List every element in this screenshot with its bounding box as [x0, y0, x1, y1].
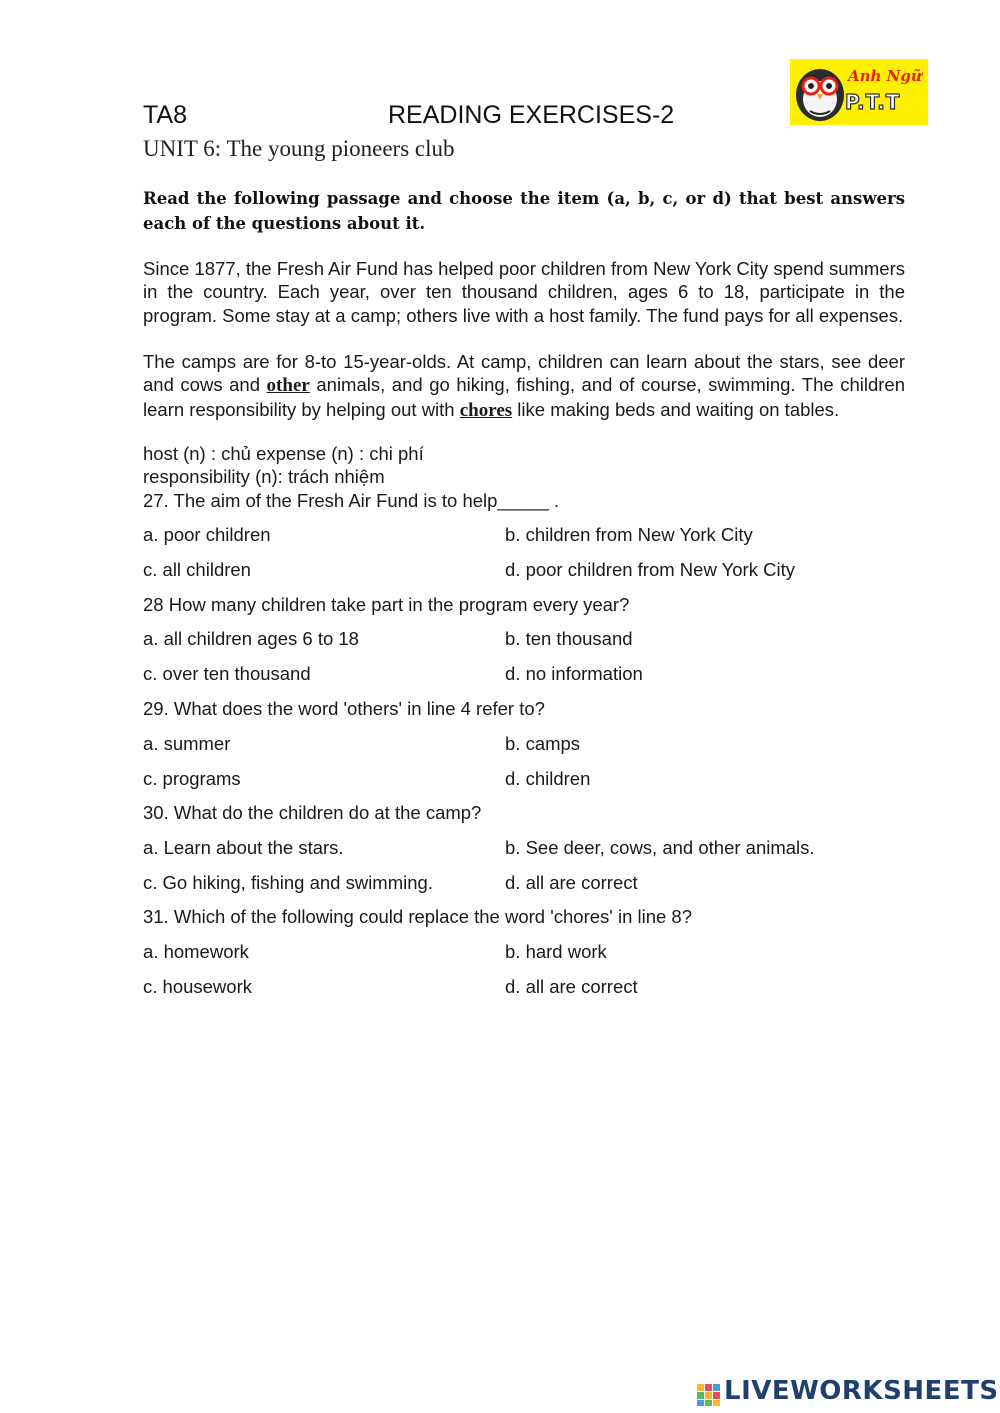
option-28-c[interactable]: c. over ten thousand: [143, 663, 311, 684]
question-29: 29. What does the word 'others' in line 4 refer to?: [143, 698, 545, 719]
option-27-c[interactable]: c. all children: [143, 559, 251, 580]
passage-text: animals, and go hiking, fishing, and of course, swimming. The children learn responsibility by helping out with: [143, 374, 905, 420]
unit-subtitle: UNIT 6: The young pioneers club: [143, 136, 455, 161]
option-30-c[interactable]: c. Go hiking, fishing and swimming.: [143, 872, 433, 893]
option-30-d[interactable]: d. all are correct: [505, 872, 638, 893]
question-31: 31. Which of the following could replace the word 'chores' in line 8?: [143, 906, 693, 927]
watermark-text: LIVEWORKSHEETS: [724, 1376, 999, 1406]
question-27: 27. The aim of the Fresh Air Fund is to help_____ .: [143, 490, 560, 511]
passage-text: like making beds and waiting on tables.: [512, 398, 840, 420]
option-29-c[interactable]: c. programs: [143, 768, 241, 789]
vocab-line-1: host (n) : chủ expense (n) : chi phí: [143, 443, 424, 464]
logo-brand-top: Anh Ngữ: [848, 67, 922, 85]
logo-brand-main: P.T.T: [845, 90, 901, 114]
option-31-a[interactable]: a. homework: [143, 941, 249, 962]
keyword-chores: chores: [459, 399, 513, 421]
keyword-other: other: [266, 375, 310, 397]
vocab-line-2: responsibility (n): trách nhiệm: [143, 466, 385, 487]
question-30: 30. What do the children do at the camp?: [143, 802, 482, 823]
passage-text: The camps are for 8-to 15-year-olds. At camp, children can learn about the stars, see deer and cows and: [143, 351, 905, 396]
brand-logo: [790, 59, 928, 125]
question-28: 28 How many children take part in the program every year?: [143, 594, 630, 615]
option-31-d[interactable]: d. all are correct: [505, 976, 638, 997]
option-28-d[interactable]: d. no information: [505, 663, 643, 684]
option-30-a[interactable]: a. Learn about the stars.: [143, 837, 344, 858]
passage-paragraph-1: Since 1877, the Fresh Air Fund has helped poor children from New York City spend summers in the country. Each year, over ten thousand children, ages 6 to 18, participate in the program. Some stay at a camp; others live with a host family. The fund pays for all expenses.: [143, 258, 905, 326]
option-31-c[interactable]: c. housework: [143, 976, 252, 997]
option-27-a[interactable]: a. poor children: [143, 524, 271, 545]
class-code: TA8: [143, 101, 187, 129]
option-28-a[interactable]: a. all children ages 6 to 18: [143, 628, 359, 649]
option-30-b[interactable]: b. See deer, cows, and other animals.: [505, 837, 815, 858]
option-27-b[interactable]: b. children from New York City: [505, 524, 753, 545]
page-title: READING EXERCISES-2: [388, 101, 675, 129]
option-31-b[interactable]: b. hard work: [505, 941, 607, 962]
liveworksheets-watermark: [697, 1376, 997, 1410]
liveworksheets-logo-icon: [697, 1384, 721, 1406]
option-28-b[interactable]: b. ten thousand: [505, 628, 633, 649]
option-27-d[interactable]: d. poor children from New York City: [505, 559, 795, 580]
option-29-d[interactable]: d. children: [505, 768, 591, 789]
option-29-a[interactable]: a. summer: [143, 733, 231, 754]
passage-paragraph-2: [143, 350, 905, 422]
instruction-text: Read the following passage and choose the item (a, b, c, or d) that best answers each of the questions about it.: [143, 189, 905, 233]
option-29-b[interactable]: b. camps: [505, 733, 581, 754]
